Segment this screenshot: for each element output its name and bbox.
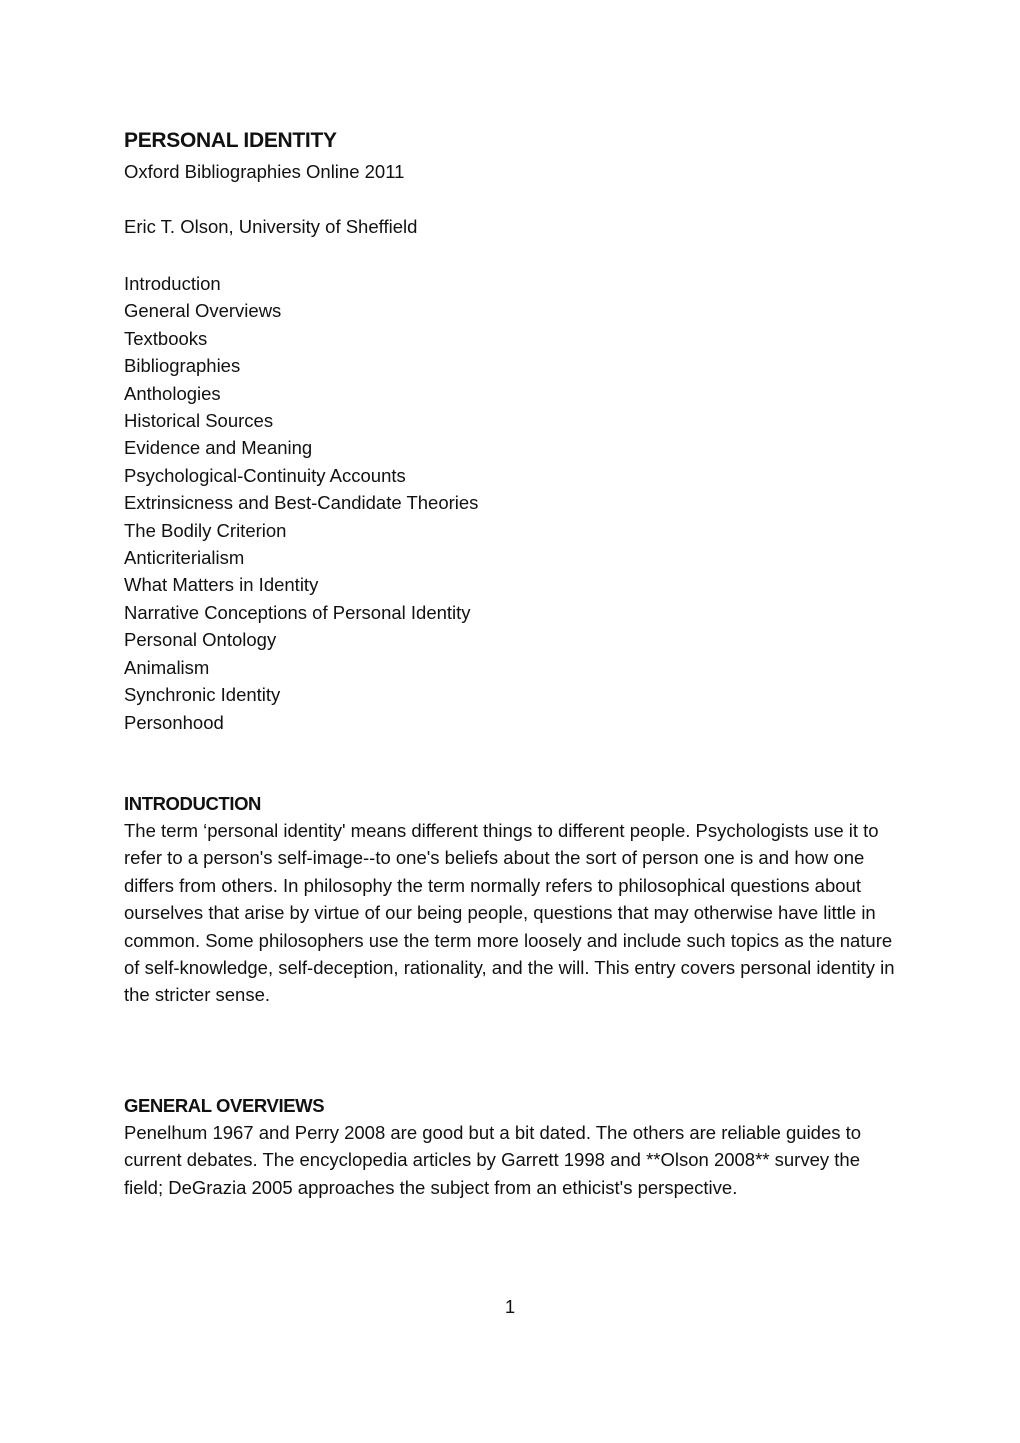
toc-item-historical-sources: Historical Sources: [124, 410, 274, 432]
introduction-heading: INTRODUCTION: [124, 793, 262, 814]
toc-item-anticriterialism: Anticriterialism: [124, 547, 245, 569]
toc-item-what-matters: What Matters in Identity: [124, 574, 319, 596]
toc-item-synchronic-identity: Synchronic Identity: [124, 684, 281, 706]
general-overviews-paragraph: Penelhum 1967 and Perry 2008 are good but a bit dated. The others are reliable guides to current debates. The encyclopedia articles by Garrett 1998 and **Olson 2008** survey the field; DeGrazia 2005 approaches the subject from an ethicist's perspective.: [124, 1122, 862, 1198]
toc-item-personhood: Personhood: [124, 711, 224, 733]
toc-item-personal-ontology: Personal Ontology: [124, 629, 277, 651]
toc-item-bibliographies: Bibliographies: [124, 355, 241, 377]
toc-item-narrative-conceptions: Narrative Conceptions of Personal Identity: [124, 601, 471, 623]
document-page: [124, 0, 904, 1443]
toc-item-evidence-and-meaning: Evidence and Meaning: [124, 437, 313, 459]
page-number: 1: [504, 1296, 516, 1317]
toc-item-textbooks: Textbooks: [124, 327, 208, 349]
toc-item-anthologies: Anthologies: [124, 382, 221, 404]
toc-item-general-overviews: General Overviews: [124, 300, 282, 322]
introduction-paragraph: The term ‘personal identity' means different things to different people. Psychologists use it to refer to a person's self-image--to one's beliefs about the sort of person one is and how one differs from others. In philosophy the term normally refers to philosophical questions about ourselves that arise by virtue of our being people, questions that may otherwise have little in common. Some philosophers use the term more loosely and include such topics as the nature of self-knowledge, self-deception, rationality, and the will. This entry covers personal identity in the stricter sense.: [124, 820, 895, 1006]
toc-item-bodily-criterion: The Bodily Criterion: [124, 519, 287, 541]
toc-item-extrinsicness: Extrinsicness and Best-Candidate Theories: [124, 492, 479, 514]
document-subtitle: Oxford Bibliographies Online 2011: [124, 161, 405, 182]
document-author: Eric T. Olson, University of Sheffield: [124, 216, 418, 237]
toc-item-animalism: Animalism: [124, 656, 210, 678]
general-overviews-heading: GENERAL OVERVIEWS: [124, 1095, 325, 1116]
document-title: PERSONAL IDENTITY: [124, 129, 337, 152]
table-of-contents: [124, 270, 478, 736]
toc-item-introduction: Introduction: [124, 273, 221, 294]
toc-item-psychological-continuity: Psychological-Continuity Accounts: [124, 464, 406, 486]
